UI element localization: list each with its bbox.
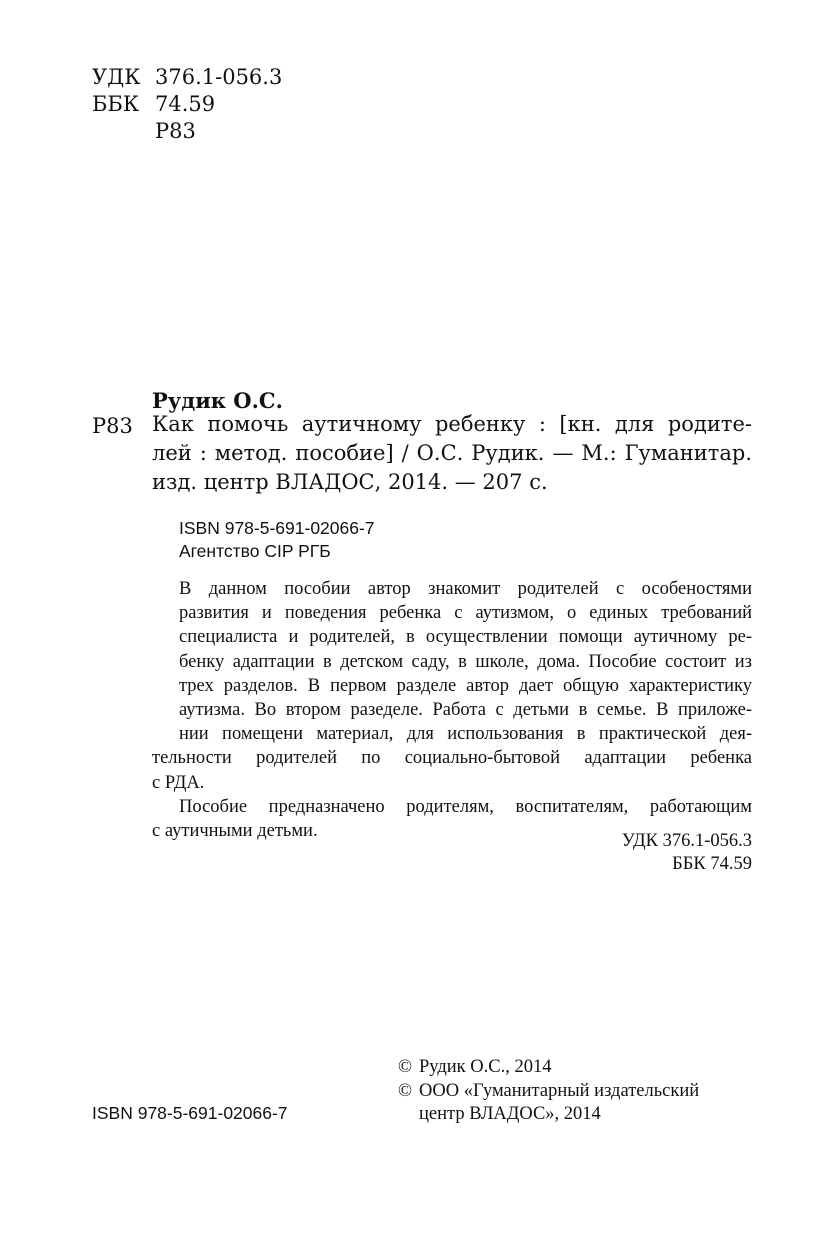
cip-agency: Агентство CIP РГБ xyxy=(179,541,331,561)
udk-bottom: УДК 376.1-056.3 xyxy=(621,831,752,851)
udk-row xyxy=(92,64,352,91)
annotation-line: с РДА. xyxy=(152,772,205,793)
copyright-icon: © xyxy=(398,1057,413,1077)
annotation-line: специалиста и родителей, в осуществлении помощи аутичному ре- xyxy=(179,627,752,648)
annotation-line: развития и поведения ребенка с аутизмом, о единых требований xyxy=(179,603,752,624)
footer-isbn: ISBN 978-5-691-02066-7 xyxy=(92,1103,288,1123)
udk-label: УДК xyxy=(92,65,141,89)
title-line: изд. центр ВЛАДОС, 2014. — 207 с. xyxy=(152,470,548,494)
copyright-publisher-2: центр ВЛАДОС», 2014 xyxy=(419,1104,601,1124)
bottom-codes xyxy=(552,830,752,876)
card-isbn: ISBN 978-5-691-02066-7 xyxy=(179,518,375,538)
author-mark: Р83 xyxy=(155,119,196,143)
udk-value: 376.1-056.3 xyxy=(155,65,283,89)
classification-block xyxy=(92,64,352,145)
copyright-block xyxy=(398,1056,699,1127)
bbk-label: ББК xyxy=(92,92,140,116)
annotation-line: аутизма. Во втором разеделе. Работа с детьми в семье. В приложе- xyxy=(179,699,752,720)
annotation-line: нии помещени материал, для использования в практической дея- xyxy=(179,724,752,745)
bbk-value: 74.59 xyxy=(155,92,216,116)
copyright-author: Рудик О.С., 2014 xyxy=(419,1057,552,1077)
audience-line: Пособие предназначено родителям, воспитателям, работающим xyxy=(179,796,752,817)
annotation-line: В данном пособии автор знакомит родителей с особеностями xyxy=(179,579,752,599)
bbk-row xyxy=(92,91,352,118)
title-line: лей : метод. пособие] / О.С. Рудик. — М.: Гуманитар. xyxy=(152,441,752,465)
bbk-bottom: ББК 74.59 xyxy=(672,854,752,874)
copyright-publisher-line xyxy=(398,1080,699,1104)
copyright-publisher-1: ООО «Гуманитарный издательский xyxy=(419,1080,700,1101)
author-heading: Рудик О.С. xyxy=(152,388,283,413)
title-description xyxy=(152,410,752,497)
annotation-line: трех разделов. В первом разделе автор дает общую характеристику xyxy=(179,675,752,696)
author-mark-row xyxy=(92,118,352,145)
copyright-icon: © xyxy=(398,1080,413,1101)
annotation-line: бенку адаптации в детском саду, в школе, дома. Пособие состоит из xyxy=(179,651,752,672)
annotation xyxy=(152,577,752,843)
audience-line: с аутичными детьми. xyxy=(152,820,318,841)
title-line: Как помочь аутичному ребенку : [кн. для родите- xyxy=(152,412,752,436)
annotation-line: тельности родителей по социально-бытовой адаптации ребенка xyxy=(152,748,752,769)
copyright-author-line xyxy=(398,1056,699,1080)
shelf-mark: Р83 xyxy=(92,414,133,438)
